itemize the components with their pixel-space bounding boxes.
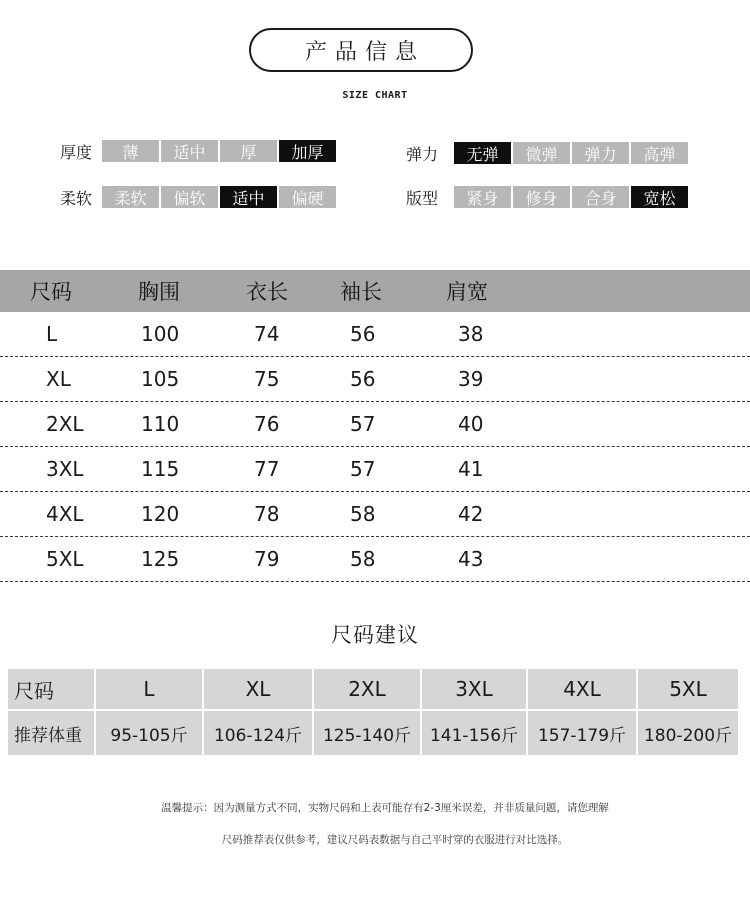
table-cell: 76 [254, 412, 280, 436]
page-subtitle: SIZE CHART [342, 90, 408, 101]
attribute-softness [60, 186, 336, 208]
attribute-label: 厚度 [60, 142, 93, 162]
table-cell: 105 [141, 367, 180, 391]
table-row [0, 537, 750, 582]
attribute-label: 弹力 [406, 144, 439, 164]
header-chest: 胸围 [138, 280, 180, 304]
table-cell: 42 [458, 502, 484, 526]
table-row [0, 402, 750, 447]
size-table [0, 270, 750, 582]
table-cell: XL [46, 367, 71, 391]
table-cell: 79 [254, 547, 280, 571]
table-cell: 38 [458, 322, 484, 346]
table-cell: 115 [141, 457, 180, 481]
size-table-header [0, 270, 750, 312]
attribute-option: 偏硬 [279, 186, 336, 208]
note-measurement: 温馨提示：因为测量方式不同，实物尺码和上表可能存有2-3厘米误差，并非质量问题，请您理解 [161, 802, 609, 814]
attribute-thickness [60, 140, 336, 162]
size-cell: 3XL [422, 669, 528, 709]
table-cell: 43 [458, 547, 484, 571]
header-length: 衣长 [246, 280, 288, 304]
attribute-option: 修身 [513, 186, 570, 208]
table-row [0, 357, 750, 402]
attribute-option-selected: 无弹 [454, 142, 511, 164]
recommendation-weight-row [8, 711, 738, 755]
weight-cell: 157-179斤 [528, 711, 638, 755]
table-row [0, 492, 750, 537]
table-cell: 2XL [46, 412, 84, 436]
size-cell: 5XL [669, 677, 707, 701]
recommendation-title: 尺码建议 [331, 623, 419, 647]
table-row [0, 447, 750, 492]
attribute-option: 合身 [572, 186, 629, 208]
table-cell: 120 [141, 502, 180, 526]
table-cell: 56 [350, 322, 376, 346]
table-cell: 78 [254, 502, 280, 526]
attribute-option: 柔软 [102, 186, 159, 208]
table-cell: 100 [141, 322, 180, 346]
table-cell: 74 [254, 322, 280, 346]
weight-cell: 95-105斤 [96, 711, 204, 755]
table-cell: 58 [350, 502, 376, 526]
weight-row-label: 推荐体重 [8, 711, 96, 755]
recommendation-size-row [8, 669, 738, 709]
table-cell: 75 [254, 367, 280, 391]
table-cell: L [46, 322, 58, 346]
header-sleeve: 袖长 [340, 280, 382, 304]
header-size: 尺码 [30, 280, 72, 304]
table-cell: 41 [458, 457, 484, 481]
attribute-option: 紧身 [454, 186, 511, 208]
table-cell: 125 [141, 547, 180, 571]
page-title: 产品信息 [249, 28, 473, 72]
table-cell: 4XL [46, 502, 84, 526]
attribute-option: 适中 [161, 140, 218, 162]
size-cell: 2XL [314, 669, 422, 709]
attribute-option: 高弹 [631, 142, 688, 164]
size-cell: XL [204, 669, 314, 709]
attribute-option-selected: 宽松 [631, 186, 688, 208]
note-reference: 尺码推荐表仅供参考，建议尺码表数据与自己平时穿的衣服进行对比选择。 [221, 834, 569, 846]
weight-cell: 106-124斤 [204, 711, 314, 755]
recommendation-table [8, 669, 738, 755]
table-cell: 110 [141, 412, 180, 436]
header-shoulder: 肩宽 [446, 280, 488, 304]
table-cell: 56 [350, 367, 376, 391]
table-cell: 40 [458, 412, 484, 436]
table-cell: 58 [350, 547, 376, 571]
table-cell: 57 [350, 412, 376, 436]
attribute-option: 弹力 [572, 142, 629, 164]
size-row-label: 尺码 [8, 669, 96, 709]
weight-cell: 180-200斤 [643, 725, 733, 746]
attribute-label: 版型 [406, 188, 439, 208]
attribute-option: 薄 [102, 140, 159, 162]
attribute-elasticity [406, 142, 688, 164]
attribute-option-selected: 加厚 [279, 140, 336, 162]
attribute-fit [406, 186, 688, 208]
attribute-option: 微弹 [513, 142, 570, 164]
table-row [0, 312, 750, 357]
size-cell: L [96, 669, 204, 709]
table-cell: 77 [254, 457, 280, 481]
attribute-option-selected: 适中 [220, 186, 277, 208]
attribute-option: 厚 [220, 140, 277, 162]
table-cell: 3XL [46, 457, 84, 481]
attribute-option: 偏软 [161, 186, 218, 208]
size-cell: 4XL [528, 669, 638, 709]
weight-cell: 125-140斤 [314, 711, 422, 755]
attribute-label: 柔软 [60, 188, 93, 208]
weight-cell: 141-156斤 [422, 711, 528, 755]
table-cell: 39 [458, 367, 484, 391]
table-cell: 5XL [46, 547, 84, 571]
table-cell: 57 [350, 457, 376, 481]
